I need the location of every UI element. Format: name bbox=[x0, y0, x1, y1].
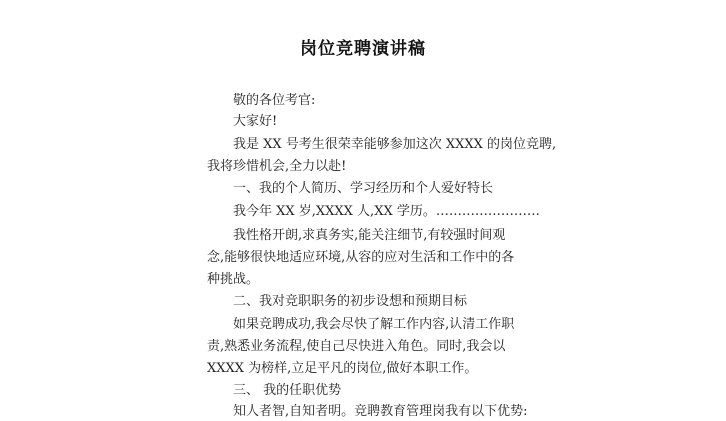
greeting-line: 大家好! bbox=[233, 114, 278, 129]
section-heading-3: 三、 我的任职优势 bbox=[233, 383, 342, 398]
paragraph-line: 如果竞聘成功,我会尽快了解工作内容,认清工作职 bbox=[233, 317, 515, 332]
document-title: 岗位竞聘演讲稿 bbox=[300, 39, 426, 59]
paragraph-line: XXXX 为榜样,立足平凡的岗位,做好本职工作。 bbox=[207, 361, 478, 376]
paragraph-line: 种挑战。 bbox=[207, 272, 260, 287]
section-heading-2: 二、我对竞职职务的初步设想和预期目标 bbox=[233, 294, 468, 309]
paragraph-line: 知人者智,自知者明。竞聘教育管理岗我有以下优势: bbox=[233, 404, 528, 419]
paragraph-line: 我性格开朗,求真务实,能关注细节,有较强时间观 bbox=[233, 228, 506, 243]
paragraph-line: 责,熟悉业务流程,使自己尽快进入角色。同时,我会以 bbox=[207, 339, 506, 354]
section-heading-1: 一、我的个人简历、学习经历和个人爱好特长 bbox=[233, 181, 494, 196]
paragraph-line: 念,能够很快地适应环境,从容的应对生活和工作中的各 bbox=[207, 250, 515, 265]
salutation-line: 敬的各位考官: bbox=[233, 93, 316, 108]
paragraph-line: 我是 XX 号考生很荣幸能够参加这次 XXXX 的岗位竞聘, bbox=[233, 137, 557, 152]
paragraph-line: 我将珍惜机会,全力以赴! bbox=[207, 159, 347, 174]
paragraph-line: 我今年 XX 岁,XXXX 人,XX 学历。…………………… bbox=[233, 204, 540, 219]
